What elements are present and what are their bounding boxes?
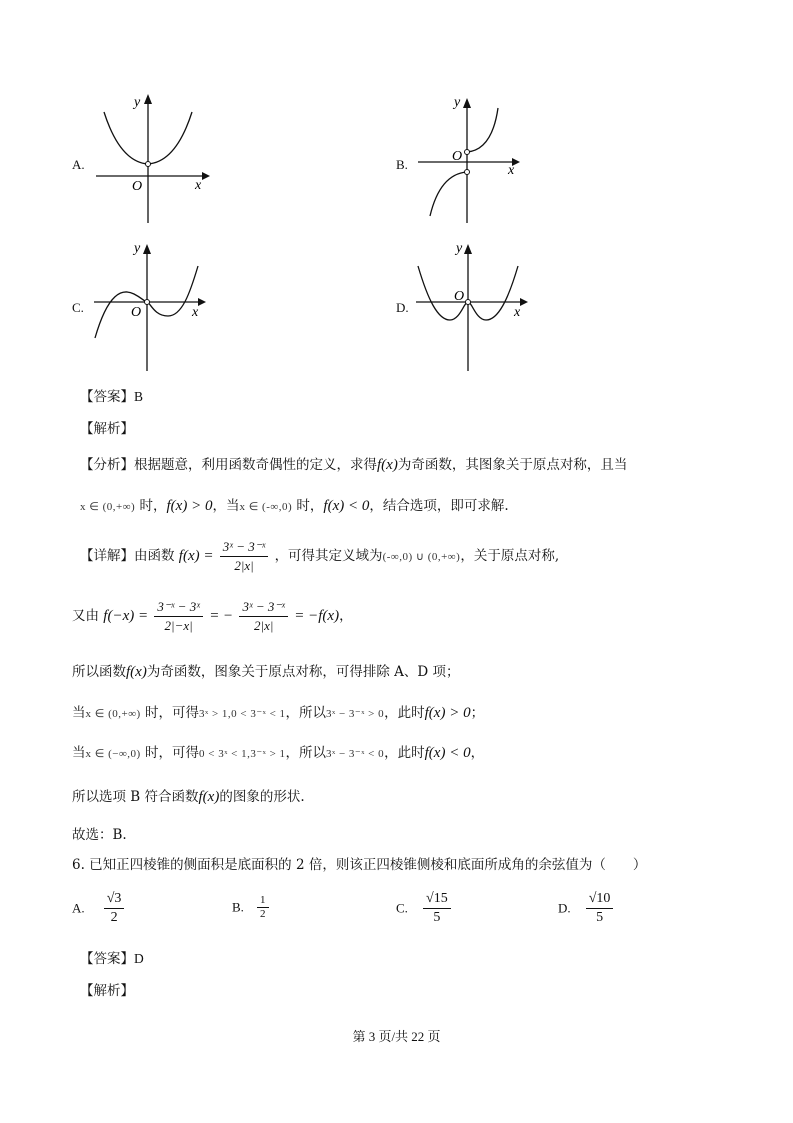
fraction: $\frac{\text{3ˣ − 3⁻ˣ}}{2|x|}$	[220, 538, 268, 575]
analysis-tag-q6: 【解析】	[80, 983, 134, 999]
fraction: $\frac{\text{3⁻ˣ − 3ˣ}}{2|-x|}$	[154, 598, 202, 635]
y-axis-label: y	[134, 241, 141, 256]
y-axis-label: y	[134, 95, 141, 110]
negative-case-line: 当x ∈ (−∞,0) 时，可得0 < 3ˣ < 1,3⁻ˣ > 1，所以3ˣ − 3⁻ˣ < 0，此时f(x) < 0，	[72, 745, 485, 761]
option-c-label: C.	[72, 300, 84, 315]
odd-line: 所以函数f(x)为奇函数，图象关于原点对称，可得排除 A、D 项；	[72, 664, 460, 680]
fraction: $\frac{\text{3ˣ − 3⁻ˣ}}{2|x|}$	[239, 598, 287, 635]
origin-label: O	[131, 305, 142, 320]
option-b-label: B.	[396, 157, 408, 172]
answer-line-q6: 【答案】D	[80, 951, 144, 967]
answer-tag: 【答案】	[80, 389, 134, 405]
option-d-label: D.	[396, 300, 409, 315]
option-a-label: A.	[72, 157, 85, 172]
x-axis-label: x	[508, 163, 515, 178]
q6-option-a[interactable]: A. $\frac{√3}{2}$	[72, 890, 126, 927]
youyou-line: 又由 f(−x) = $\frac{\text{3⁻ˣ − 3ˣ}}{2|-x|}$ = − $\frac{\text{3ˣ − 3⁻ˣ}}{2|x|}$ = −f(x)，	[72, 599, 353, 633]
question-6-text: 6. 已知正四棱锥的侧面积是底面积的 2 倍，则该正四棱锥侧棱和底面所成角的余弦值为（ ）	[72, 857, 647, 873]
q6-option-b[interactable]: B. $\frac{1}{2}$	[232, 894, 271, 921]
q6-option-c[interactable]: C. $\frac{√15}{5}$	[396, 890, 453, 927]
q6-option-d[interactable]: D. $\frac{√10}{5}$	[558, 890, 615, 927]
origin-label: O	[132, 179, 143, 194]
x-axis-label: x	[514, 305, 521, 320]
graph-c	[90, 238, 210, 373]
x-axis-label: x	[195, 178, 202, 193]
positive-case-line: 当x ∈ (0,+∞) 时，可得3ˣ > 1,0 < 3⁻ˣ < 1，所以3ˣ − 3⁻ˣ > 0，此时f(x) > 0；	[72, 705, 485, 721]
fenxi-line-1: 【分析】根据题意，利用函数奇偶性的定义，求得f(x)为奇函数，其图象关于原点对称，且当	[80, 457, 628, 473]
x-axis-label: x	[192, 305, 199, 320]
graph-b	[412, 90, 527, 225]
answer-line-q5	[80, 388, 143, 406]
origin-label: O	[452, 149, 463, 164]
y-axis-label: y	[456, 241, 463, 256]
choose-line: 故选：B.	[72, 827, 127, 843]
page-footer: 第 3 页/共 22 页	[352, 1029, 441, 1044]
origin-label: O	[454, 289, 465, 304]
xiangjie-line: 【详解】由函数 f(x) = $\frac{\text{3ˣ − 3⁻ˣ}}{2|x|}$ ，可得其定义域为(-∞,0) ∪ (0,+∞)，关于原点对称,	[80, 539, 560, 573]
analysis-tag: 【解析】	[80, 421, 134, 437]
y-axis-label: y	[454, 95, 461, 110]
fenxi-line-2: x ∈ (0,+∞) 时，f(x) > 0，当x ∈ (-∞,0) 时，f(x) < 0，结合选项，即可求解.	[80, 498, 509, 514]
answer-value: B	[134, 389, 144, 404]
graph-d	[412, 238, 532, 373]
graph-a	[90, 90, 210, 225]
shape-line: 所以选项 B 符合函数f(x)的图象的形状.	[72, 789, 305, 805]
